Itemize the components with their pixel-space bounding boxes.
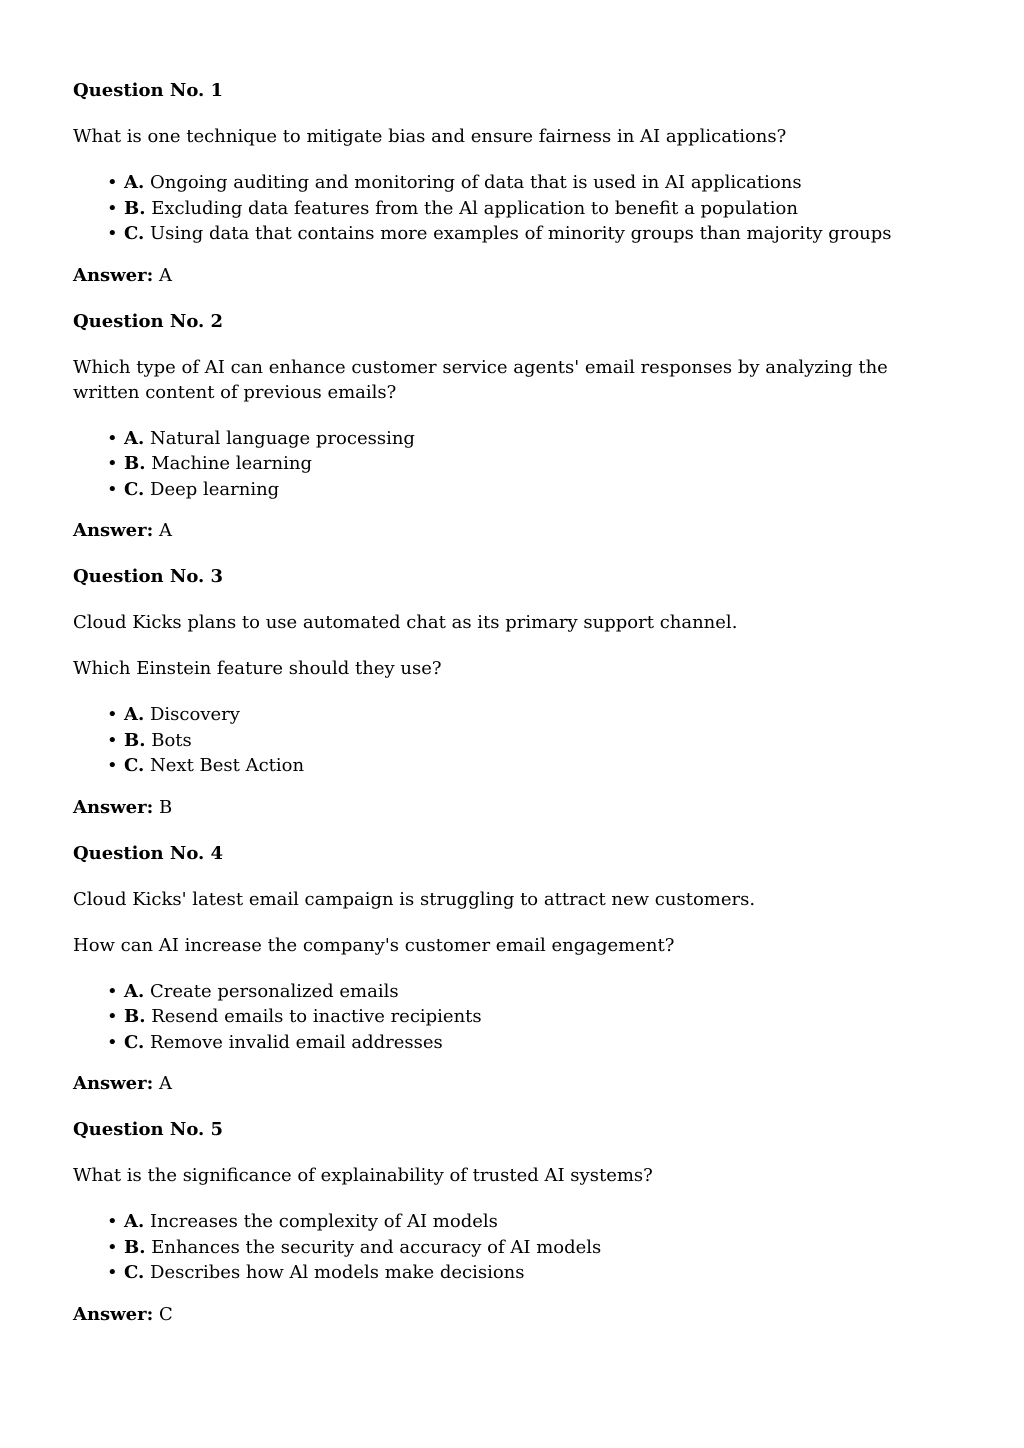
answer-line <box>73 1302 953 1327</box>
option-text: Enhances the security and accuracy of AI models <box>151 1236 602 1258</box>
option-letter: C. <box>124 755 145 776</box>
answer-line <box>73 518 953 543</box>
bullet-icon: • <box>107 453 118 474</box>
bullet-icon: • <box>107 704 118 725</box>
option-letter: A. <box>124 980 145 1002</box>
option-letter: C. <box>124 478 145 500</box>
option-item <box>73 170 953 196</box>
option-item <box>73 1004 953 1030</box>
question-block <box>73 564 953 820</box>
question-text: What is one technique to mitigate bias and ensure fairness in AI applications? <box>73 126 787 147</box>
option-letter: C. <box>124 1262 145 1283</box>
answer-value: A <box>159 1073 172 1094</box>
option-list <box>73 170 953 247</box>
bullet-icon: • <box>107 223 118 244</box>
option-item <box>73 753 953 779</box>
option-item <box>73 979 953 1005</box>
option-list <box>73 426 953 503</box>
bullet-icon: • <box>107 1236 118 1258</box>
bullet-icon: • <box>107 1262 118 1283</box>
option-text: Describes how Al models make decisions <box>150 1262 525 1283</box>
question-text: Which Einstein feature should they use? <box>73 658 442 679</box>
option-text: Machine learning <box>151 453 312 474</box>
option-text: Discovery <box>149 704 240 725</box>
answer-value: B <box>159 796 173 818</box>
option-letter: B. <box>124 729 146 751</box>
question-text: Cloud Kicks' latest email campaign is struggling to attract new customers. <box>73 888 756 910</box>
option-text: Natural language processing <box>149 427 415 449</box>
answer-value: A <box>159 264 172 286</box>
answer-label: Answer: <box>73 520 154 541</box>
answer-label: Answer: <box>73 264 154 286</box>
answer-value: A <box>159 520 172 541</box>
option-item <box>73 221 953 247</box>
option-item <box>73 1235 953 1261</box>
question-block <box>73 309 953 544</box>
option-text: Remove invalid email addresses <box>150 1031 443 1053</box>
option-item <box>73 728 953 754</box>
option-text: Deep learning <box>150 478 280 500</box>
option-letter: A. <box>124 704 145 725</box>
option-text: Using data that contains more examples of minority groups than majority groups <box>150 223 892 244</box>
option-text: Excluding data features from the Al application to benefit a population <box>151 197 798 219</box>
question-text: Cloud Kicks plans to use automated chat as its primary support channel. <box>73 612 738 633</box>
question-block <box>73 841 953 1097</box>
option-list <box>73 702 953 779</box>
option-text: Ongoing auditing and monitoring of data that is used in AI applications <box>149 172 802 193</box>
bullet-icon: • <box>107 755 118 776</box>
option-item <box>73 1260 953 1286</box>
question-title: Question No. 2 <box>73 310 224 332</box>
option-item <box>73 1030 953 1056</box>
bullet-icon: • <box>107 1031 118 1053</box>
option-item <box>73 702 953 728</box>
option-item <box>73 196 953 222</box>
answer-label: Answer: <box>73 1073 154 1094</box>
answer-line <box>73 263 953 288</box>
option-text: Resend emails to inactive recipients <box>151 1006 482 1027</box>
question-title: Question No. 4 <box>73 842 224 864</box>
bullet-icon: • <box>107 729 118 751</box>
option-letter: A. <box>124 172 145 193</box>
answer-label: Answer: <box>73 796 154 818</box>
question-text: Which type of AI can enhance customer service agents' email responses by analyzing the written content of previous emails? <box>73 356 888 403</box>
bullet-icon: • <box>107 1006 118 1027</box>
question-block <box>73 1117 953 1327</box>
option-item <box>73 477 953 503</box>
bullet-icon: • <box>107 980 118 1002</box>
option-list <box>73 979 953 1056</box>
bullet-icon: • <box>107 172 118 193</box>
option-letter: A. <box>124 427 145 449</box>
question-block <box>73 78 953 288</box>
question-title: Question No. 1 <box>73 80 224 101</box>
question-text: What is the significance of explainability of trusted AI systems? <box>73 1165 653 1186</box>
option-text: Bots <box>151 729 192 751</box>
option-letter: C. <box>124 1031 145 1053</box>
option-text: Increases the complexity of AI models <box>149 1211 498 1232</box>
option-item <box>73 426 953 452</box>
option-letter: B. <box>124 1006 146 1027</box>
answer-label: Answer: <box>73 1303 154 1325</box>
question-title: Question No. 3 <box>73 566 224 587</box>
option-list <box>73 1209 953 1286</box>
bullet-icon: • <box>107 1211 118 1232</box>
answer-line <box>73 1071 953 1096</box>
option-letter: C. <box>124 223 145 244</box>
option-text: Create personalized emails <box>149 980 399 1002</box>
option-letter: B. <box>124 453 146 474</box>
option-letter: A. <box>124 1211 145 1232</box>
answer-line <box>73 795 953 820</box>
option-letter: B. <box>124 1236 146 1258</box>
option-letter: B. <box>124 197 146 219</box>
option-item <box>73 451 953 477</box>
bullet-icon: • <box>107 427 118 449</box>
option-item <box>73 1209 953 1235</box>
bullet-icon: • <box>107 197 118 219</box>
option-text: Next Best Action <box>150 755 305 776</box>
answer-value: C <box>159 1303 173 1325</box>
document-page <box>73 78 953 1348</box>
question-text: How can AI increase the company's customer email engagement? <box>73 934 675 956</box>
bullet-icon: • <box>107 478 118 500</box>
question-title: Question No. 5 <box>73 1119 224 1140</box>
